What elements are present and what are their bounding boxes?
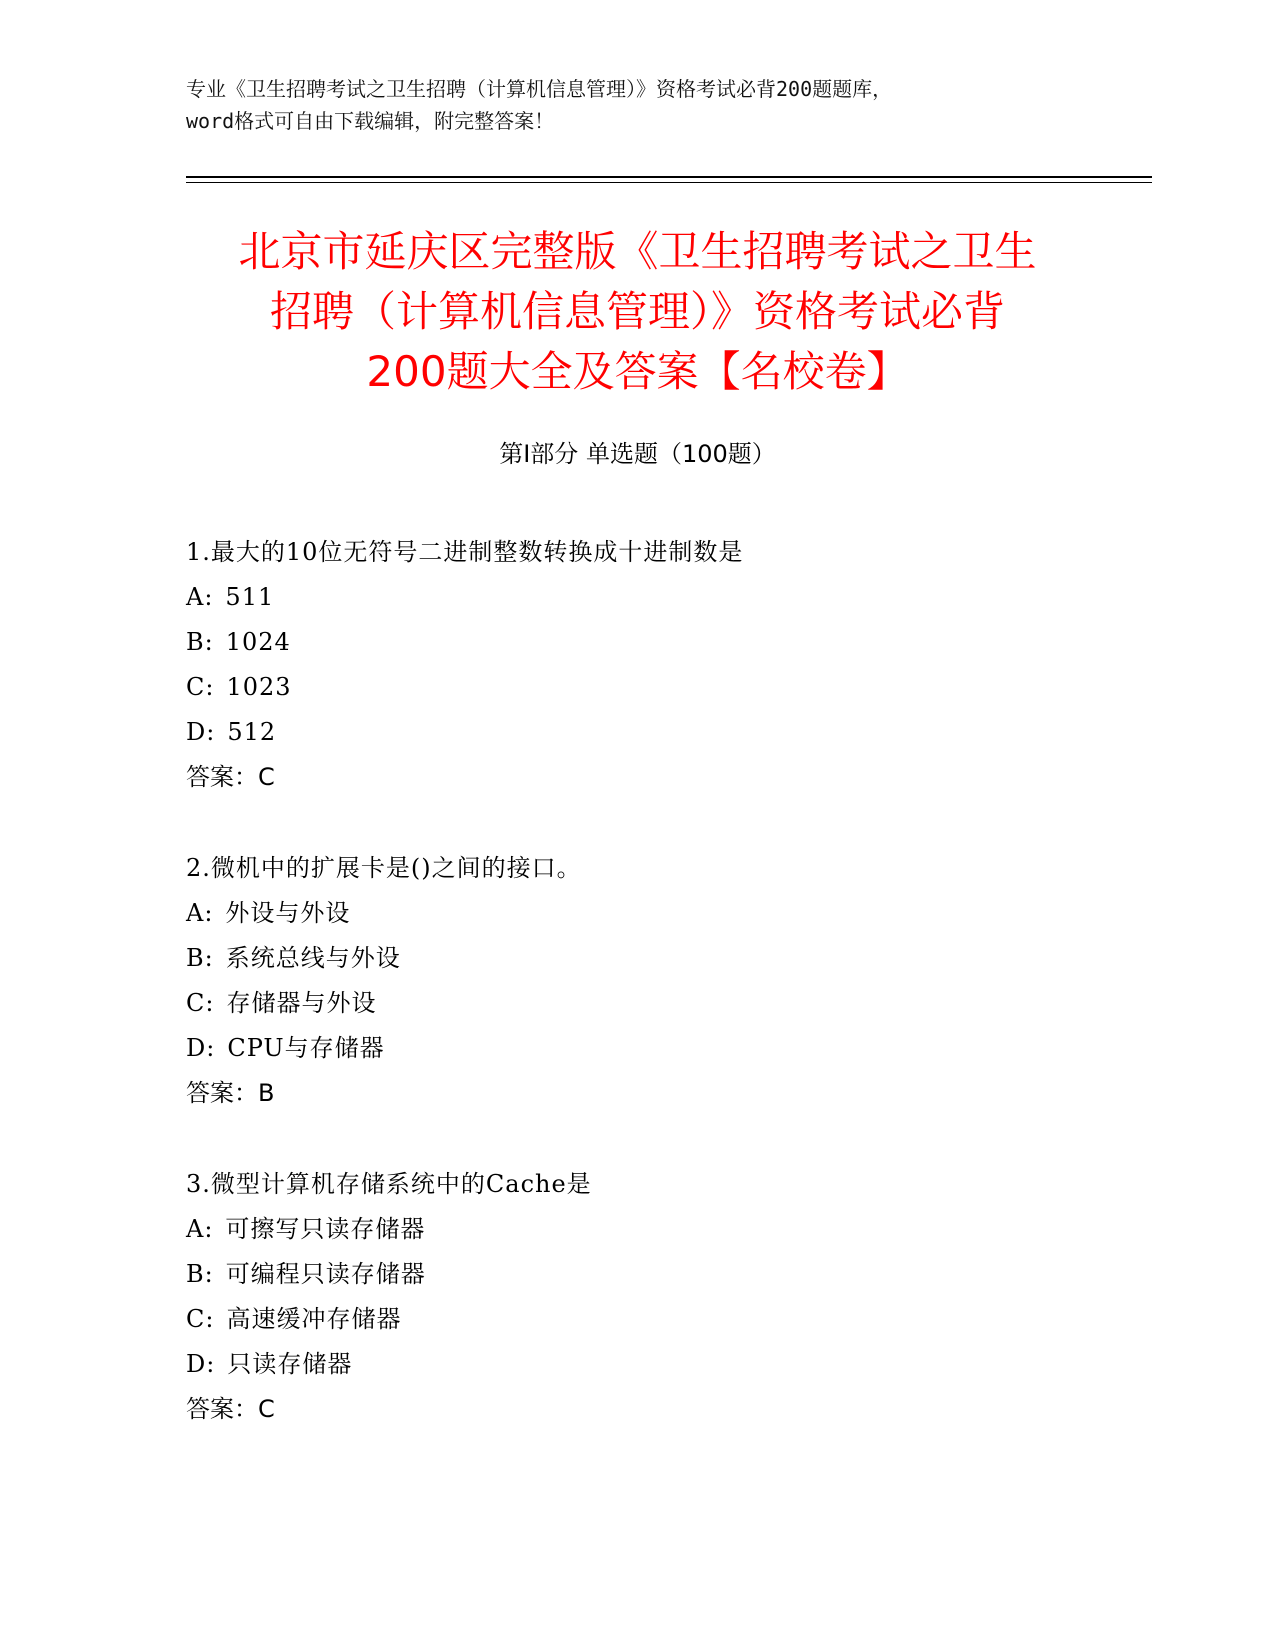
option-a (186, 891, 1106, 936)
option-b (186, 936, 1106, 981)
option-text: 512 (227, 718, 277, 746)
option-text: 外设与外设 (225, 899, 351, 927)
question-stem: 3.微型计算机存储系统中的Cache是 (186, 1170, 592, 1198)
option-a (186, 1207, 1106, 1252)
option-d (186, 710, 1106, 755)
question-stem: 1.最大的10位无符号二进制整数转换成十进制数是 (186, 538, 744, 566)
option-d (186, 1342, 1106, 1387)
document-title (150, 222, 1125, 402)
option-text: CPU与存储器 (227, 1034, 385, 1062)
option-c (186, 665, 1106, 710)
option-label: D: (186, 718, 216, 746)
title-line-2: 招聘（计算机信息管理）》资格考试必背 (269, 287, 1005, 336)
option-c (186, 981, 1106, 1026)
answer: 答案：C (186, 763, 275, 791)
option-label: D: (186, 1034, 216, 1062)
option-label: C: (186, 1305, 215, 1333)
header-note-line-2: word格式可自由下载编辑，附完整答案！ (186, 109, 555, 133)
question-2 (186, 846, 1106, 1116)
answer: 答案：B (186, 1079, 275, 1107)
question-stem: 2.微机中的扩展卡是()之间的接口。 (186, 854, 582, 882)
answer: 答案：C (186, 1395, 275, 1423)
option-b (186, 1252, 1106, 1297)
question-list (186, 530, 1106, 1478)
header-note-line-1: 专业《卫生招聘考试之卫生招聘（计算机信息管理）》资格考试必背200题题库， (186, 77, 893, 101)
option-label: C: (186, 989, 215, 1017)
header-rule-thin (186, 182, 1152, 183)
option-label: D: (186, 1350, 216, 1378)
option-text: 系统总线与外设 (225, 944, 401, 972)
option-text: 1023 (226, 673, 292, 701)
option-text: 高速缓冲存储器 (226, 1305, 402, 1333)
header-note (186, 73, 1106, 137)
option-label: C: (186, 673, 215, 701)
option-label: A: (186, 899, 214, 927)
option-label: A: (186, 583, 214, 611)
option-text: 只读存储器 (227, 1350, 353, 1378)
option-text: 存储器与外设 (226, 989, 377, 1017)
option-text: 511 (225, 583, 275, 611)
title-line-3: 200题大全及答案【名校卷】 (366, 347, 909, 396)
question-3 (186, 1162, 1106, 1432)
option-label: A: (186, 1215, 214, 1243)
option-label: B: (186, 1260, 214, 1288)
option-b (186, 620, 1106, 665)
option-text: 可擦写只读存储器 (225, 1215, 426, 1243)
section-heading: 第I部分 单选题（100题） (499, 440, 776, 468)
option-text: 1024 (225, 628, 291, 656)
title-line-1: 北京市延庆区完整版《卫生招聘考试之卫生 (238, 227, 1037, 276)
option-a (186, 575, 1106, 620)
option-d (186, 1026, 1106, 1071)
option-text: 可编程只读存储器 (225, 1260, 426, 1288)
option-c (186, 1297, 1106, 1342)
option-label: B: (186, 944, 214, 972)
header-rule-thick (186, 176, 1152, 178)
question-1 (186, 530, 1106, 800)
option-label: B: (186, 628, 214, 656)
